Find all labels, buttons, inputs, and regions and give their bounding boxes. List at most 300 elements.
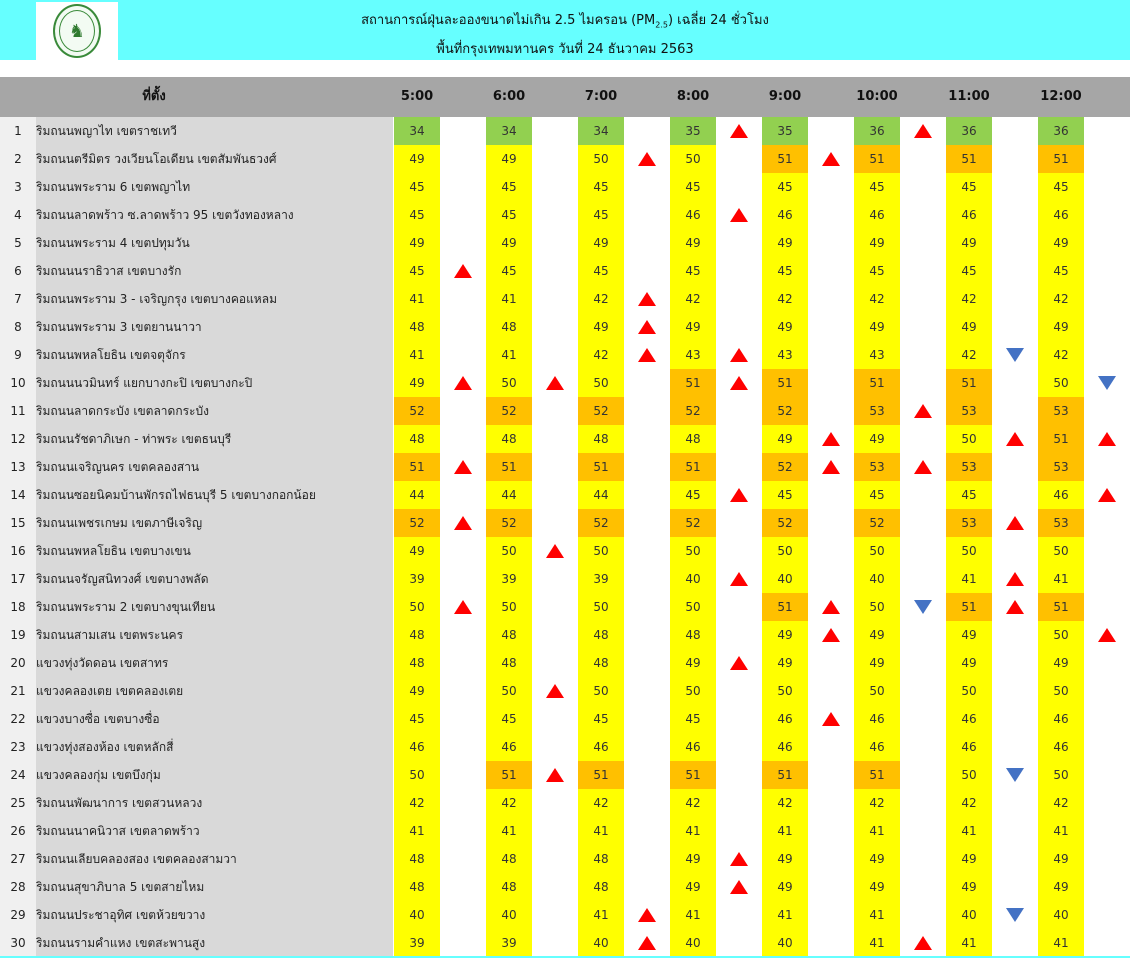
trend-down-icon [1006,348,1024,362]
pm25-value-cell: 46 [762,733,808,761]
pm25-value-cell: 52 [578,509,624,537]
time-column-header: 10:00 [856,89,898,104]
pm25-value-cell: 50 [1038,677,1084,705]
pm25-value-cell: 42 [762,789,808,817]
pm25-value-cell: 53 [946,397,992,425]
pm25-value-cell: 49 [762,313,808,341]
trend-up-icon [454,516,472,530]
pm25-value-cell: 49 [578,313,624,341]
pm25-value-cell: 42 [670,285,716,313]
pm25-value-cell: 39 [394,929,440,957]
pm25-value-cell: 48 [670,621,716,649]
pm25-value-cell: 51 [854,369,900,397]
pm25-value-cell: 40 [670,565,716,593]
pm25-value-cell: 49 [670,873,716,901]
pm25-value-cell: 46 [1038,705,1084,733]
pm25-value-cell: 50 [1038,537,1084,565]
pm25-value-cell: 42 [578,789,624,817]
trend-down-icon [914,600,932,614]
pm25-value-cell: 40 [394,901,440,929]
pm25-value-cell: 49 [394,229,440,257]
pm25-value-cell: 51 [854,761,900,789]
pm25-value-cell: 42 [670,789,716,817]
pm25-value-cell: 49 [1038,229,1084,257]
pm25-value-cell: 50 [578,145,624,173]
pm25-value-cell: 44 [394,481,440,509]
pm25-value-cell: 46 [578,733,624,761]
row-number: 18 [0,593,36,621]
pm25-value-cell: 39 [486,565,532,593]
pm25-value-cell: 49 [1038,313,1084,341]
pm25-value-cell: 49 [854,229,900,257]
pm25-value-cell: 49 [670,649,716,677]
pm25-value-cell: 42 [578,285,624,313]
pm25-value-cell: 50 [670,677,716,705]
pm25-value-cell: 48 [486,845,532,873]
pm25-value-cell: 41 [762,817,808,845]
pm25-value-cell: 45 [946,257,992,285]
location-name: ริมถนนเลียบคลองสอง เขตคลองสามวา [36,845,393,873]
pm25-value-cell: 49 [854,845,900,873]
pm25-value-cell: 42 [1038,285,1084,313]
pm25-value-cell: 50 [1038,761,1084,789]
pm25-value-cell: 41 [486,817,532,845]
pm25-value-cell: 45 [486,173,532,201]
time-column-header: 6:00 [492,89,526,104]
table-row [0,313,1130,341]
pm25-value-cell: 41 [854,817,900,845]
pm25-value-cell: 45 [762,257,808,285]
pm25-value-cell: 36 [1038,117,1084,145]
pm25-value-cell: 48 [486,313,532,341]
pm25-value-cell: 49 [670,845,716,873]
trend-up-icon [638,292,656,306]
pm25-value-cell: 41 [1038,817,1084,845]
pm25-value-cell: 50 [1038,621,1084,649]
table-row [0,285,1130,313]
location-name: ริมถนนสามเสน เขตพระนคร [36,621,393,649]
row-number: 8 [0,313,36,341]
pm25-value-cell: 50 [486,593,532,621]
pm25-value-cell: 49 [762,229,808,257]
pm25-value-cell: 46 [854,733,900,761]
pm25-value-cell: 51 [670,761,716,789]
pm25-value-cell: 52 [670,397,716,425]
trend-up-icon [454,460,472,474]
pm25-value-cell: 50 [670,537,716,565]
location-name: ริมถนนพระราม 6 เขตพญาไท [36,173,393,201]
pm25-value-cell: 45 [854,257,900,285]
pm25-value-cell: 39 [486,929,532,957]
trend-up-icon [638,348,656,362]
pm25-value-cell: 50 [854,537,900,565]
pm25-value-cell: 41 [1038,565,1084,593]
pm25-value-cell: 50 [578,593,624,621]
trend-up-icon [454,376,472,390]
row-number: 14 [0,481,36,509]
table-row [0,537,1130,565]
pm25-value-cell: 52 [670,509,716,537]
pm25-value-cell: 48 [394,313,440,341]
trend-up-icon [1006,516,1024,530]
pm25-value-cell: 41 [946,929,992,957]
table-row [0,117,1130,145]
pm25-value-cell: 48 [394,425,440,453]
pm25-value-cell: 48 [394,845,440,873]
time-column-header: 8:00 [676,89,710,104]
pm25-value-cell: 46 [762,201,808,229]
pm25-value-cell: 45 [394,257,440,285]
pm25-value-cell: 45 [670,705,716,733]
pm25-value-cell: 48 [486,621,532,649]
table-row [0,229,1130,257]
table-row [0,929,1130,957]
table-row [0,173,1130,201]
trend-up-icon [546,768,564,782]
trend-up-icon [730,880,748,894]
row-number: 15 [0,509,36,537]
pm25-value-cell: 45 [394,173,440,201]
pm25-value-cell: 48 [578,649,624,677]
report-header [0,0,1130,60]
location-name: แขวงบางซื่อ เขตบางซื่อ [36,705,393,733]
pm25-value-cell: 49 [946,313,992,341]
table-row [0,453,1130,481]
pm25-value-cell: 45 [578,173,624,201]
table-header [0,77,1130,117]
location-name: ริมถนนสุขาภิบาล 5 เขตสายไหม [36,873,393,901]
pm25-value-cell: 42 [394,789,440,817]
trend-up-icon [822,460,840,474]
trend-up-icon [822,152,840,166]
pm25-value-cell: 35 [670,117,716,145]
trend-up-icon [730,852,748,866]
pm25-value-cell: 49 [854,425,900,453]
pm25-value-cell: 49 [670,313,716,341]
pm25-value-cell: 49 [762,621,808,649]
trend-up-icon [730,656,748,670]
pm25-value-cell: 49 [394,677,440,705]
table-row [0,201,1130,229]
row-number: 29 [0,901,36,929]
location-name: ริมถนนพระราม 3 เขตยานนาวา [36,313,393,341]
pm25-value-cell: 42 [578,341,624,369]
pm25-value-cell: 42 [762,285,808,313]
table-row [0,649,1130,677]
pm25-value-cell: 42 [486,789,532,817]
table-row [0,341,1130,369]
table-row [0,565,1130,593]
pm25-value-cell: 42 [946,789,992,817]
trend-up-icon [730,348,748,362]
pm25-value-cell: 42 [946,285,992,313]
pm25-value-cell: 45 [946,481,992,509]
pm25-value-cell: 51 [1038,425,1084,453]
pm25-value-cell: 41 [394,341,440,369]
pm25-value-cell: 46 [946,201,992,229]
pm25-value-cell: 45 [486,201,532,229]
location-name: ริมถนนพญาไท เขตราชเทวี [36,117,393,145]
trend-up-icon [822,432,840,446]
trend-up-icon [822,628,840,642]
row-number: 4 [0,201,36,229]
row-number: 24 [0,761,36,789]
pm25-value-cell: 49 [1038,873,1084,901]
pm25-value-cell: 45 [762,481,808,509]
pm25-value-cell: 46 [1038,733,1084,761]
report-subtitle: พื้นที่กรุงเทพมหานคร วันที่ 24 ธันวาคม 2563 [436,42,694,57]
pm25-value-cell: 40 [578,929,624,957]
trend-up-icon [730,124,748,138]
pm25-value-cell: 48 [394,873,440,901]
pm25-value-cell: 51 [670,453,716,481]
pm25-value-cell: 48 [578,873,624,901]
pm25-value-cell: 45 [670,257,716,285]
location-name: ริมถนนนราธิวาส เขตบางรัก [36,257,393,285]
pm25-value-cell: 46 [1038,481,1084,509]
pm25-value-cell: 44 [486,481,532,509]
pm25-value-cell: 45 [1038,257,1084,285]
time-column-header: 12:00 [1040,89,1082,104]
pm25-value-cell: 43 [854,341,900,369]
pm25-value-cell: 50 [486,677,532,705]
table-row [0,705,1130,733]
pm25-value-cell: 48 [394,649,440,677]
pm25-value-cell: 50 [670,593,716,621]
row-number: 30 [0,929,36,957]
row-number: 13 [0,453,36,481]
row-number: 19 [0,621,36,649]
pm25-value-cell: 51 [670,369,716,397]
row-number: 12 [0,425,36,453]
trend-up-icon [1006,600,1024,614]
pm25-value-cell: 46 [946,705,992,733]
row-number: 6 [0,257,36,285]
trend-down-icon [1098,376,1116,390]
trend-up-icon [914,460,932,474]
pm25-value-cell: 45 [486,257,532,285]
trend-up-icon [730,208,748,222]
pm25-value-cell: 34 [578,117,624,145]
pm25-value-cell: 50 [762,537,808,565]
pm25-value-cell: 48 [578,621,624,649]
pm25-value-cell: 51 [578,761,624,789]
trend-up-icon [546,544,564,558]
pm25-value-cell: 45 [486,705,532,733]
pm25-value-cell: 51 [394,453,440,481]
row-number: 21 [0,677,36,705]
pm25-value-cell: 34 [394,117,440,145]
pm25-value-cell: 50 [578,537,624,565]
pm25-value-cell: 51 [762,593,808,621]
pm25-value-cell: 45 [394,201,440,229]
location-name: ริมถนนพัฒนาการ เขตสวนหลวง [36,789,393,817]
pm25-value-cell: 45 [578,257,624,285]
pm25-value-cell: 41 [394,817,440,845]
pm25-value-cell: 49 [854,649,900,677]
location-name: ริมถนนลาดกระบัง เขตลาดกระบัง [36,397,393,425]
pm25-value-cell: 51 [486,761,532,789]
pm25-value-cell: 39 [394,565,440,593]
pm25-value-cell: 51 [762,145,808,173]
pm25-value-cell: 41 [486,285,532,313]
pm25-value-cell: 52 [486,397,532,425]
pm25-value-cell: 51 [1038,593,1084,621]
trend-up-icon [730,376,748,390]
pm25-value-cell: 50 [394,593,440,621]
pm25-value-cell: 52 [762,397,808,425]
pm25-value-cell: 49 [762,425,808,453]
pm25-value-cell: 53 [946,453,992,481]
pm25-value-cell: 50 [1038,369,1084,397]
row-number: 2 [0,145,36,173]
pm25-value-cell: 45 [854,173,900,201]
pm25-value-cell: 50 [578,369,624,397]
row-number: 26 [0,817,36,845]
location-name: แขวงทุ่งสองห้อง เขตหลักสี่ [36,733,393,761]
pm25-value-cell: 41 [1038,929,1084,957]
pm25-value-cell: 52 [762,453,808,481]
row-number: 3 [0,173,36,201]
table-row [0,145,1130,173]
location-column-header: ที่ตั้ง [142,89,166,104]
pm25-value-cell: 41 [578,901,624,929]
pm25-value-cell: 49 [854,621,900,649]
location-name: ริมถนนเพชรเกษม เขตภาษีเจริญ [36,509,393,537]
report-title: สถานการณ์ฝุ่นละอองขนาดไม่เกิน 2.5 ไมครอน $(PM_{2.5})$ เฉลี่ย 24 ชั่วโมง [361,13,769,30]
table-row [0,509,1130,537]
pm25-value-cell: 49 [486,145,532,173]
pm25-value-cell: 45 [578,201,624,229]
pm25-value-cell: 49 [762,649,808,677]
pm25-value-cell: 50 [578,677,624,705]
pm25-value-cell: 48 [486,873,532,901]
table-row [0,425,1130,453]
pm25-value-cell: 53 [1038,453,1084,481]
pm25-value-cell: 48 [486,649,532,677]
trend-up-icon [1098,432,1116,446]
location-name: ริมถนนจรัญสนิทวงศ์ เขตบางพลัด [36,565,393,593]
pm25-value-cell: 46 [394,733,440,761]
location-name: ริมถนนประชาอุทิศ เขตห้วยขวาง [36,901,393,929]
row-number: 22 [0,705,36,733]
pm25-value-cell: 50 [946,761,992,789]
pm25-value-cell: 45 [946,173,992,201]
pm25-value-cell: 49 [578,229,624,257]
pm25-value-cell: 44 [578,481,624,509]
pm25-value-cell: 52 [854,509,900,537]
pm25-value-cell: 46 [1038,201,1084,229]
pm25-value-cell: 49 [762,845,808,873]
row-number: 10 [0,369,36,397]
pm25-value-cell: 46 [854,705,900,733]
pm25-value-cell: 45 [1038,173,1084,201]
pm25-value-cell: 51 [854,145,900,173]
trend-up-icon [1098,488,1116,502]
row-number: 23 [0,733,36,761]
location-name: ริมถนนนาคนิวาส เขตลาดพร้าว [36,817,393,845]
pm25-value-cell: 50 [394,761,440,789]
trend-up-icon [730,572,748,586]
trend-up-icon [730,488,748,502]
pm25-value-cell: 40 [486,901,532,929]
pm25-value-cell: 49 [762,873,808,901]
pm25-value-cell: 40 [854,565,900,593]
pm25-value-cell: 41 [854,929,900,957]
row-number: 7 [0,285,36,313]
pm25-value-cell: 51 [946,145,992,173]
trend-up-icon [454,264,472,278]
pm25-value-cell: 36 [946,117,992,145]
trend-up-icon [546,376,564,390]
trend-up-icon [914,404,932,418]
pm25-value-cell: 46 [946,733,992,761]
row-number: 28 [0,873,36,901]
pm25-value-cell: 45 [670,173,716,201]
pm25-value-cell: 51 [762,761,808,789]
pm25-value-cell: 49 [946,621,992,649]
table-row [0,761,1130,789]
pm25-table-body [0,117,1130,957]
location-name: ริมถนนพหลโยธิน เขตจตุจักร [36,341,393,369]
pm25-value-cell: 49 [854,873,900,901]
pm25-value-cell: 42 [854,285,900,313]
pm25-value-cell: 51 [486,453,532,481]
pm25-value-cell: 45 [762,173,808,201]
pm25-value-cell: 51 [1038,145,1084,173]
location-name: ริมถนนรามคำแหง เขตสะพานสูง [36,929,393,957]
row-number: 17 [0,565,36,593]
pm25-value-cell: 51 [762,369,808,397]
pm25-value-cell: 41 [946,565,992,593]
pm25-value-cell: 49 [394,369,440,397]
pm25-value-cell: 50 [854,677,900,705]
pm25-value-cell: 50 [486,537,532,565]
time-column-header: 5:00 [400,89,434,104]
pm25-value-cell: 41 [670,901,716,929]
pm25-value-cell: 50 [946,537,992,565]
table-row [0,873,1130,901]
time-column-header: 9:00 [768,89,802,104]
row-number: 11 [0,397,36,425]
table-row [0,369,1130,397]
pm25-value-cell: 48 [578,845,624,873]
location-name: แขวงทุ่งวัดดอน เขตสาทร [36,649,393,677]
location-name: แขวงคลองกุ่ม เขตบึงกุ่ม [36,761,393,789]
pm25-value-cell: 40 [762,565,808,593]
pm25-value-cell: 36 [854,117,900,145]
pm25-value-cell: 35 [762,117,808,145]
pm25-value-cell: 40 [762,929,808,957]
trend-up-icon [454,600,472,614]
pm25-value-cell: 49 [946,873,992,901]
trend-up-icon [638,908,656,922]
pm25-value-cell: 42 [1038,789,1084,817]
location-name: ริมถนนตรีมิตร วงเวียนโอเดียน เขตสัมพันธวงศ์ [36,145,393,173]
pm25-value-cell: 42 [1038,341,1084,369]
pm25-value-cell: 52 [762,509,808,537]
pm25-value-cell: 49 [946,845,992,873]
pm25-value-cell: 41 [578,817,624,845]
pm25-value-cell: 34 [486,117,532,145]
pm25-value-cell: 50 [854,593,900,621]
location-name: ริมถนนรัชดาภิเษก - ท่าพระ เขตธนบุรี [36,425,393,453]
row-number: 5 [0,229,36,257]
row-number: 9 [0,341,36,369]
table-row [0,901,1130,929]
location-name: ริมถนนพหลโยธิน เขตบางเขน [36,537,393,565]
row-number: 16 [0,537,36,565]
